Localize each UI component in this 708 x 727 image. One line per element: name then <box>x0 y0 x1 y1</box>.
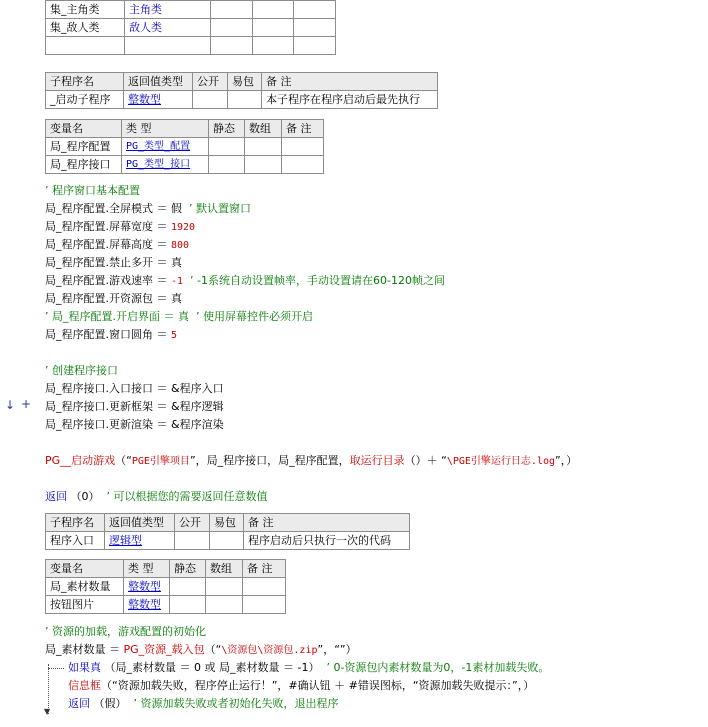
code-comment: ’ 可以根据您的需要返回任意数值 <box>106 490 268 503</box>
column-header: 公开 <box>193 73 228 91</box>
code-line[interactable]: 局_程序配置.开资源包 ＝ 真 <box>45 292 182 305</box>
code-text: ”，） <box>555 454 578 467</box>
return-keyword: 返回 <box>68 697 90 710</box>
array-cell[interactable] <box>253 19 294 37</box>
static-cell[interactable] <box>170 578 206 596</box>
code-comment: ’ 默认置窗口 <box>189 202 251 215</box>
code-comment: ’ -1系统自动设置帧率，手动设置请在60-120帧之间 <box>190 274 445 287</box>
column-header: 类 型 <box>124 560 170 578</box>
column-header: 备 注 <box>244 514 410 532</box>
var-type-cell[interactable] <box>125 37 211 55</box>
number-literal: 5 <box>171 330 178 341</box>
code-line[interactable]: 局_程序接口.入口接口 ＝ &程序入口 <box>45 382 224 395</box>
var-name-cell[interactable]: 集_敌人类 <box>46 19 125 37</box>
code-line[interactable] <box>45 452 577 470</box>
array-cell[interactable] <box>253 1 294 19</box>
code-text: （“ <box>115 454 132 467</box>
table-row <box>46 596 286 614</box>
note-cell[interactable] <box>282 138 324 156</box>
var-name-cell[interactable] <box>46 37 125 55</box>
code-line[interactable] <box>45 236 189 254</box>
static-cell[interactable] <box>211 19 253 37</box>
code-line[interactable]: 局_程序配置.禁止多开 ＝ 真 <box>45 256 182 269</box>
table-row <box>46 138 324 156</box>
code-line[interactable] <box>45 488 268 506</box>
number-literal: 1920 <box>171 222 196 233</box>
set-class-table <box>45 0 336 55</box>
note-cell[interactable] <box>294 19 336 37</box>
table-header-row <box>46 560 286 578</box>
subroutine-table <box>45 72 438 109</box>
array-cell[interactable] <box>206 578 243 596</box>
column-header: 备 注 <box>282 120 324 138</box>
static-cell[interactable] <box>209 138 245 156</box>
expand-arrow-icon[interactable]: ↓ <box>5 398 16 412</box>
static-cell[interactable] <box>211 37 253 55</box>
table-row <box>46 91 438 109</box>
column-header: 数组 <box>206 560 243 578</box>
number-literal: -1 <box>171 276 184 287</box>
table-header-row <box>46 514 410 532</box>
local-variables-table <box>45 119 324 174</box>
code-comment[interactable]: ’ 局_程序配置.开启界面 ＝ 真 ’ 使用屏幕控件必须开启 <box>45 310 313 323</box>
code-statement: 局_程序配置.屏幕宽度 ＝ <box>45 220 171 233</box>
array-cell[interactable] <box>206 596 243 614</box>
if-keyword: 如果真 <box>68 661 101 674</box>
return-type-cell[interactable]: 整数型 <box>124 91 193 109</box>
table-row <box>46 578 286 596</box>
static-cell[interactable] <box>211 1 253 19</box>
column-header: 返回值类型 <box>105 514 175 532</box>
column-header: 变量名 <box>46 120 122 138</box>
return-type-cell[interactable]: 逻辑型 <box>105 532 175 550</box>
array-cell[interactable] <box>253 37 294 55</box>
public-cell[interactable] <box>175 532 210 550</box>
var-type-cell[interactable]: PG_类型_接口 <box>122 156 209 174</box>
code-comment[interactable]: ’ 资源的加载，游戏配置的初始化 <box>45 625 206 638</box>
code-line[interactable]: 局_程序接口.更新框架 ＝ &程序逻辑 <box>45 400 224 413</box>
var-type-cell[interactable]: 整数型 <box>124 578 170 596</box>
column-header: 数组 <box>245 120 282 138</box>
code-statement: 局_程序配置.屏幕高度 ＝ <box>45 238 171 251</box>
var-type-cell[interactable]: 整数型 <box>124 596 170 614</box>
static-cell[interactable] <box>170 596 206 614</box>
string-literal: \PGE引擎运行日志.log <box>446 456 556 467</box>
code-line[interactable] <box>45 272 445 290</box>
var-name-cell[interactable]: 按钮图片 <box>46 596 124 614</box>
column-header: 子程序名 <box>46 73 124 91</box>
column-header: 易包 <box>228 73 262 91</box>
table-header-row <box>46 120 324 138</box>
subroutine-table <box>45 513 410 550</box>
function-name: 信息框 <box>68 679 101 692</box>
note-cell[interactable] <box>294 37 336 55</box>
code-line[interactable] <box>68 677 534 695</box>
note-cell[interactable] <box>243 578 286 596</box>
code-line[interactable] <box>45 200 251 218</box>
code-text: ”，“”） <box>317 643 357 656</box>
column-header: 类 型 <box>122 120 209 138</box>
table-row <box>46 1 336 19</box>
code-comment: ’ 资源加载失败或者初始化失败，退出程序 <box>133 697 339 710</box>
var-name-cell[interactable]: 局_程序接口 <box>46 156 122 174</box>
note-cell[interactable]: 本子程序在程序启动后最先执行 <box>262 91 438 109</box>
column-header: 公开 <box>175 514 210 532</box>
column-header: 静态 <box>170 560 206 578</box>
function-name: PG_资源_载入包 <box>123 643 205 656</box>
subroutine-name-cell[interactable]: _启动子程序 <box>46 91 124 109</box>
function-name: PG__启动游戏 <box>45 454 116 467</box>
table-row <box>46 19 336 37</box>
column-header: 静态 <box>209 120 245 138</box>
var-type-cell[interactable]: 敌人类 <box>125 19 211 37</box>
code-text: （“ <box>204 643 222 656</box>
column-header: 备 注 <box>262 73 438 91</box>
code-comment[interactable]: ’ 程序窗口基本配置 <box>45 184 140 197</box>
static-cell[interactable] <box>209 156 245 174</box>
code-line[interactable] <box>45 218 195 236</box>
number-literal: 800 <box>171 240 190 251</box>
code-line[interactable] <box>45 641 357 659</box>
var-name-cell[interactable]: 局_程序配置 <box>46 138 122 156</box>
flow-arrow-icon: ▼ <box>44 707 51 716</box>
string-literal: PGE引擎项目 <box>131 456 190 467</box>
subroutine-name-cell[interactable]: 程序入口 <box>46 532 105 550</box>
code-text: （0） <box>70 490 100 503</box>
code-comment[interactable]: ’ 创建程序接口 <box>45 364 118 377</box>
flow-line <box>48 668 64 669</box>
column-header: 备 注 <box>243 560 286 578</box>
code-text: （“资源加载失败，程序停止运行！”，#确认钮 ＋ #错误图标，“资源加载失败提示：”，） <box>101 679 535 692</box>
var-type-cell[interactable]: 主角类 <box>125 1 211 19</box>
column-header: 返回值类型 <box>124 73 193 91</box>
column-header: 易包 <box>210 514 244 532</box>
code-statement: 局_程序配置.窗口圆角 ＝ <box>45 328 171 341</box>
array-cell[interactable] <box>245 156 282 174</box>
note-cell[interactable] <box>282 156 324 174</box>
easy-pack-cell[interactable] <box>210 532 244 550</box>
var-type-cell[interactable]: PG_类型_配置 <box>122 138 209 156</box>
note-cell[interactable] <box>294 1 336 19</box>
code-line[interactable] <box>68 695 339 713</box>
code-text: ”，局_程序接口，局_程序配置， <box>189 454 350 467</box>
easy-pack-cell[interactable] <box>228 91 262 109</box>
code-line[interactable]: 局_程序接口.更新渲染 ＝ &程序渲染 <box>45 418 224 431</box>
code-line[interactable] <box>45 326 177 344</box>
code-statement: 局_素材数量 ＝ <box>45 643 124 656</box>
table-header-row <box>46 73 438 91</box>
code-comment: ’ 0-资源包内素材数量为0，-1素材加载失败。 <box>326 661 550 674</box>
code-statement: 局_程序配置.游戏速率 ＝ <box>45 274 171 287</box>
code-text: （假） <box>93 697 127 710</box>
array-cell[interactable] <box>245 138 282 156</box>
var-name-cell[interactable]: 集_主角类 <box>46 1 125 19</box>
code-line[interactable] <box>68 659 549 677</box>
add-line-icon[interactable]: + <box>21 397 32 411</box>
column-header: 变量名 <box>46 560 124 578</box>
column-header: 子程序名 <box>46 514 105 532</box>
code-text: （）＋ “ <box>404 454 447 467</box>
public-cell[interactable] <box>193 91 228 109</box>
note-cell[interactable] <box>243 596 286 614</box>
local-variables-table <box>45 559 286 614</box>
code-text: （局_素材数量 ＝ 0 或 局_素材数量 ＝ -1） <box>104 661 320 674</box>
return-keyword: 返回 <box>45 490 67 503</box>
note-cell[interactable]: 程序启动后只执行一次的代码 <box>244 532 410 550</box>
table-row <box>46 156 324 174</box>
function-name: 取运行目录 <box>349 454 405 467</box>
table-row <box>46 37 336 55</box>
table-row <box>46 532 410 550</box>
var-name-cell[interactable]: 局_素材数量 <box>46 578 124 596</box>
code-statement: 局_程序配置.全屏模式 ＝ 假 <box>45 202 182 215</box>
string-literal: \资源包\资源包.zip <box>221 645 318 656</box>
